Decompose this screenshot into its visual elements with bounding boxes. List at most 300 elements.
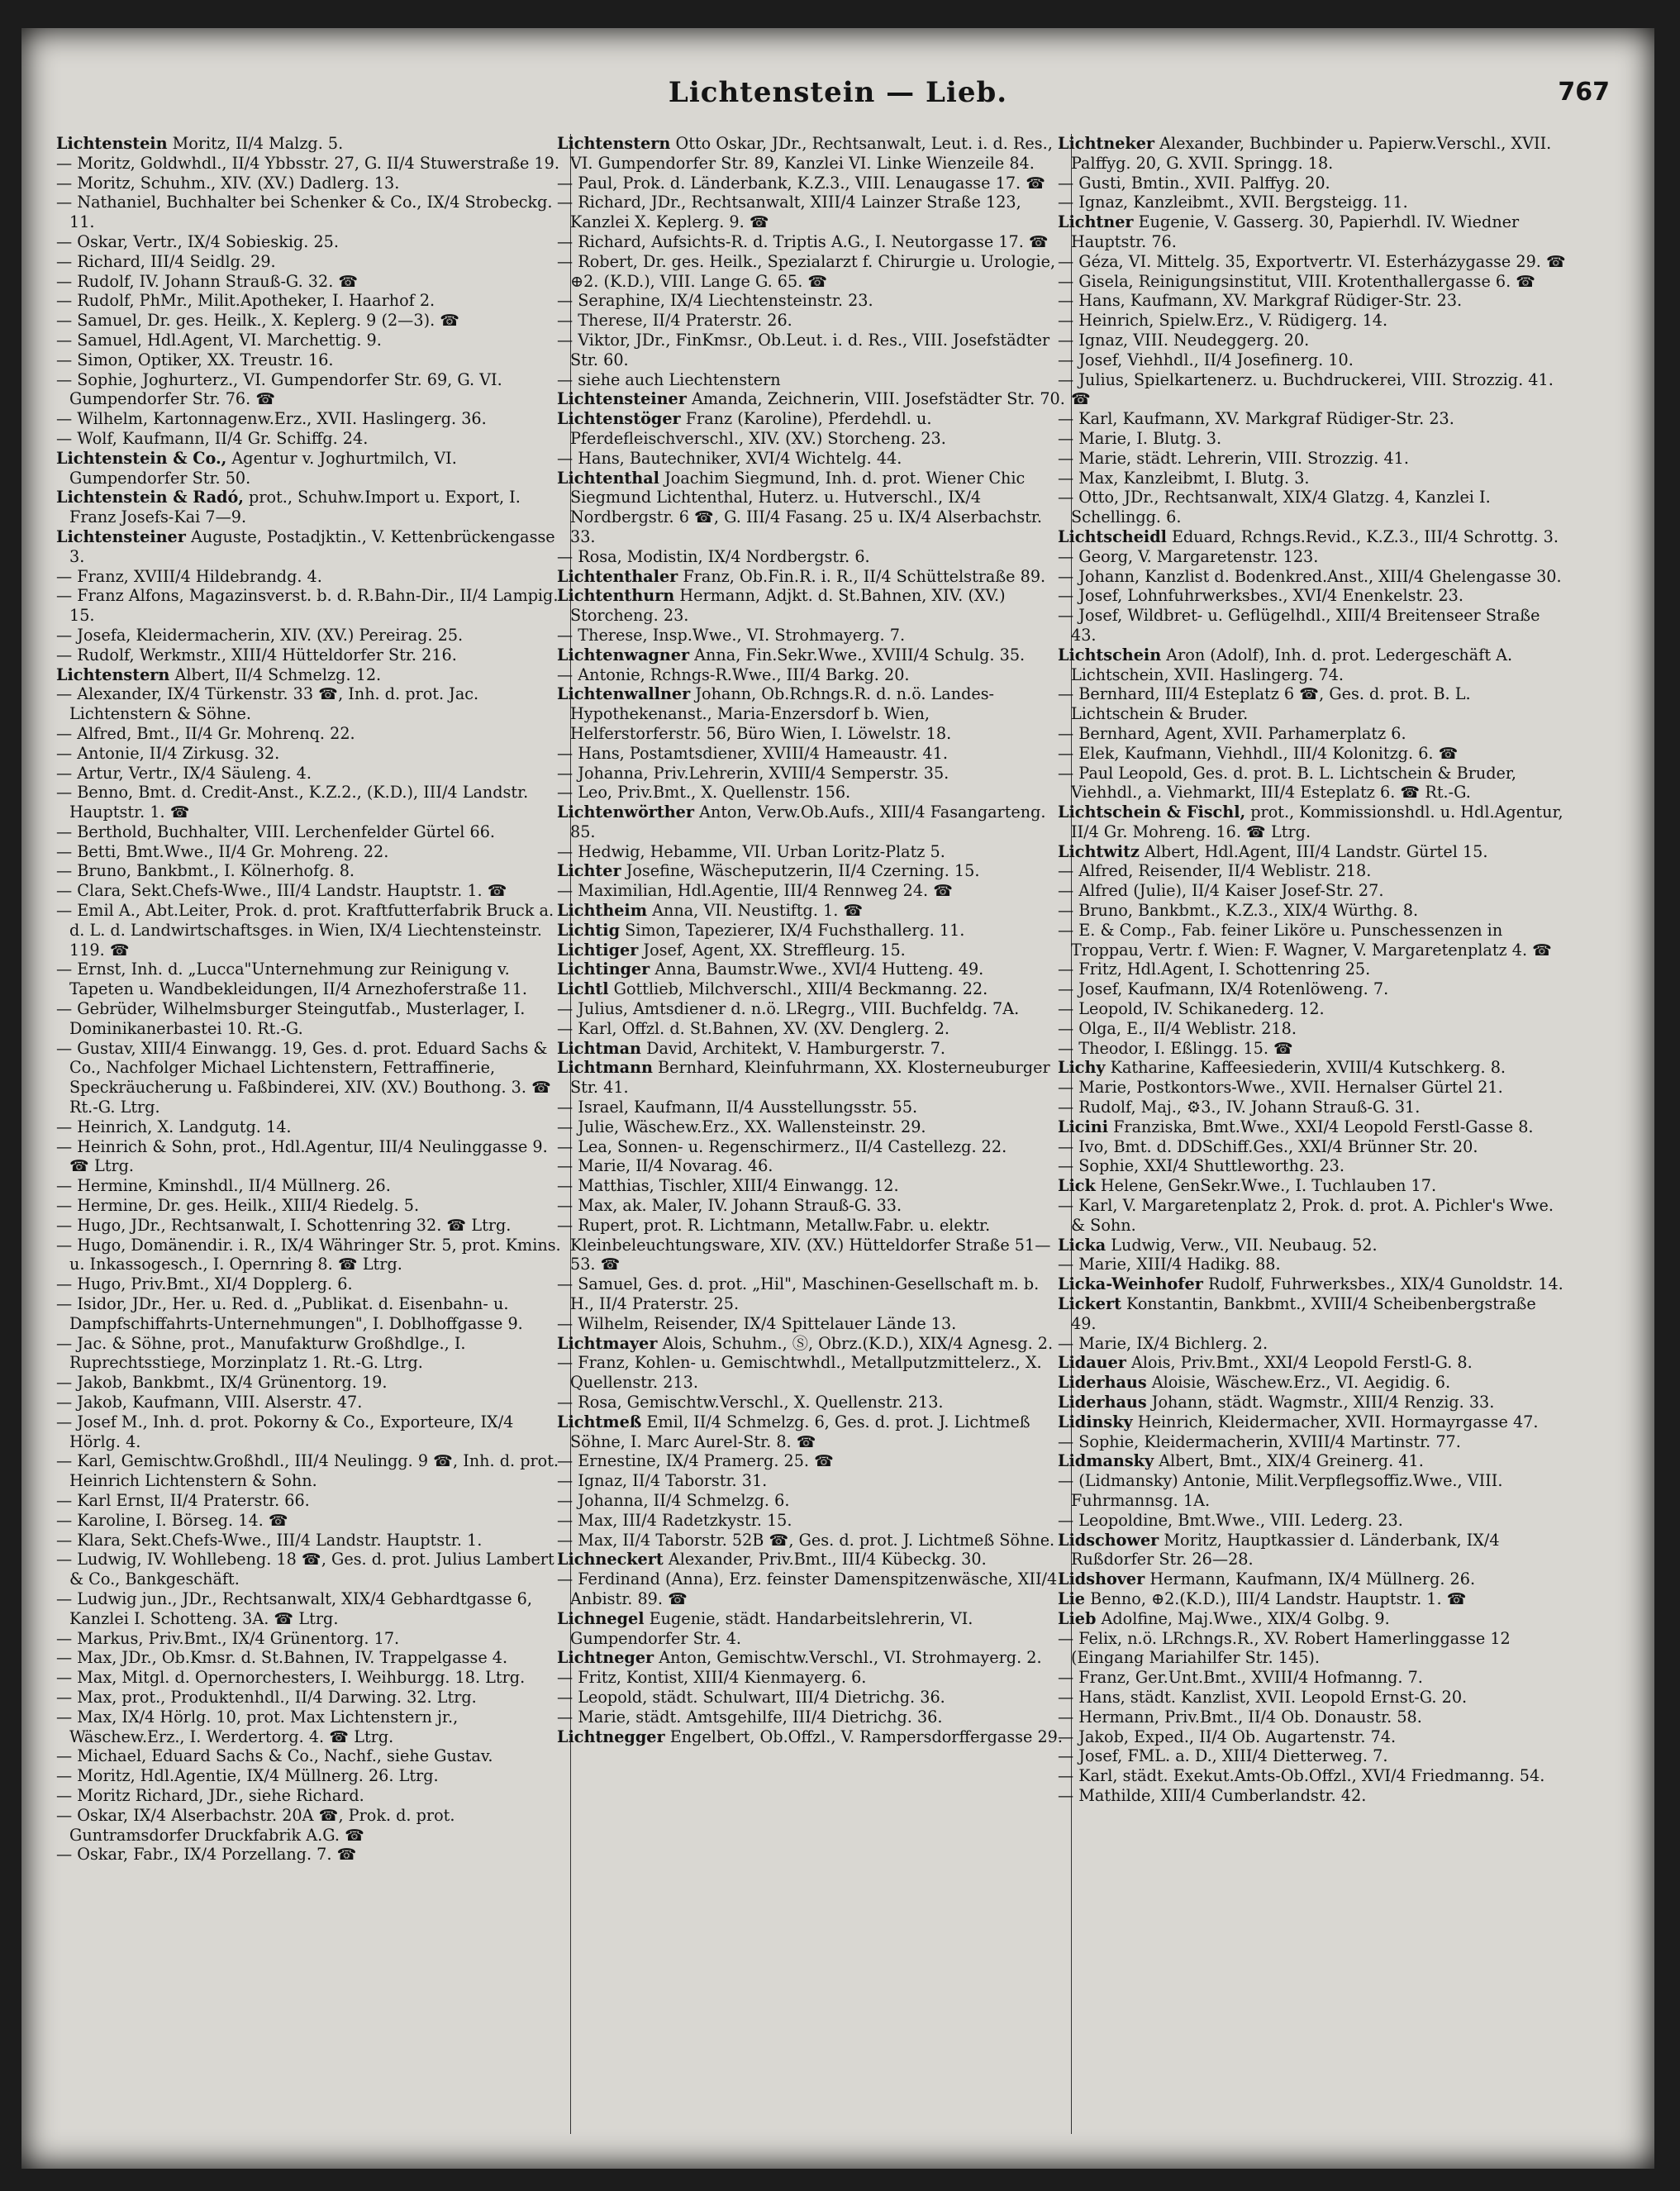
entry-text: — Hermine, Dr. ges. Heilk., XIII/4 Riedelg. 5. <box>56 1196 420 1216</box>
entry-surname: Lichtschein <box>1058 645 1162 664</box>
entry-text: Gottlieb, Milchverschl., XIII/4 Beckmanng. 22. <box>608 979 988 999</box>
directory-entry <box>1058 488 1566 527</box>
entry-surname: Lichtenstein & Radó, <box>56 488 244 507</box>
entry-text: Eduard, Rchngs.Revid., K.Z.3., III/4 Schrottg. 3. <box>1166 526 1559 546</box>
entry-text: — Paul, Prok. d. Länderbank, K.Z.3., VIII. Lenaugasse 17. ☎ <box>557 173 1046 193</box>
directory-entry <box>557 1098 1065 1117</box>
entry-text: — Jakob, Exped., II/4 Ob. Augartenstr. 74. <box>1058 1727 1397 1746</box>
entry-surname: Lichtneker <box>1058 134 1155 153</box>
directory-entry <box>1058 960 1566 979</box>
entry-text: — Moritz, Goldwhdl., II/4 Ybbsstr. 27, G. II/4 Stuwerstraße 19. <box>56 153 559 173</box>
entry-text: Agentur v. Joghurtmilch, VI. Gumpendorfer Str. 50. <box>69 448 457 488</box>
entry-text: — Ludwig jun., JDr., Rechtsanwalt, XIX/4 Gebhardtgasse 6, Kanzlei I. Schotteng. 3A. ☎ Ltrg. <box>56 1588 532 1628</box>
entry-text: Emil, II/4 Schmelzg. 6, Ges. d. prot. J. Lichtmeß Söhne, I. Marc Aurel-Str. 8. ☎ <box>570 1412 1030 1451</box>
entry-text: — Robert, Dr. ges. Heilk., Spezialarzt f. Chirurgie u. Urologie, ⊕2. (K.D.), VIII. Lange G. 65. ☎ <box>557 251 1056 291</box>
entry-text: — Josef M., Inh. d. prot. Pokorny & Co., Exporteure, IX/4 Hörlg. 4. <box>56 1412 514 1451</box>
entry-surname: Lidschower <box>1058 1530 1159 1550</box>
entry-text: — Moritz, Schuhm., XIV. (XV.) Dadlerg. 13. <box>56 173 400 193</box>
entry-text: Moritz, Hauptkassier d. Länderbank, IX/4 Rußdorfer Str. 26—28. <box>1071 1530 1500 1569</box>
entry-text: — Josef, FML. a. D., XIII/4 Dietterweg. 7. <box>1058 1746 1388 1766</box>
entry-text: — Rudolf, IV. Johann Strauß-G. 32. ☎ <box>56 271 359 291</box>
directory-entry <box>56 1039 564 1117</box>
entry-text: Franz, Ob.Fin.R. i. R., II/4 Schüttelstraße 89. <box>678 566 1046 586</box>
entry-text: — Max, II/4 Taborstr. 52B ☎, Ges. d. prot. J. Lichtmeß Söhne. <box>557 1530 1055 1550</box>
entry-text: — Jakob, Bankbmt., IX/4 Grünentorg. 19. <box>56 1373 388 1393</box>
entry-text: — Rudolf, Maj., ⚙3., IV. Johann Strauß-G. 31. <box>1058 1098 1421 1117</box>
directory-entry <box>557 764 1065 784</box>
directory-entry <box>557 1137 1065 1157</box>
directory-entry <box>557 1176 1065 1196</box>
directory-entry <box>1058 764 1566 803</box>
entry-surname: Lichtnegger <box>557 1727 665 1746</box>
entry-surname: Lichtner <box>1058 212 1134 232</box>
directory-entry <box>56 291 564 311</box>
entry-text: — Johanna, II/4 Schmelzg. 6. <box>557 1490 790 1510</box>
entry-text: — Elek, Kaufmann, Viehhdl., III/4 Kolonitzg. 6. ☎ <box>1058 743 1459 763</box>
entry-text: — Hedwig, Hebamme, VII. Urban Loritz-Platz 5. <box>557 841 945 861</box>
column-3 <box>1058 134 1566 1806</box>
entry-surname: Lichtman <box>557 1038 641 1058</box>
entry-text: — Leopold, städt. Schulwart, III/4 Dietrichg. 36. <box>557 1687 945 1707</box>
entry-text: — Gustav, XIII/4 Einwangg. 19, Ges. d. prot. Eduard Sachs & Co., Nachfolger Michael Lichtenstern, Fettraffinerie, Speckräucherung u. Faßbinderei, XIV. (XV.) Bouthong. 3. ☎ Rt.-G. Ltrg. <box>56 1038 551 1117</box>
entry-text: — Richard, Aufsichts-R. d. Triptis A.G., I. Neutorgasse 17. ☎ <box>557 231 1049 251</box>
entry-text: — Franz, Ger.Unt.Bmt., XVIII/4 Hofmanng. 7. <box>1058 1668 1423 1688</box>
directory-entry <box>557 567 1065 587</box>
entry-text: — Felix, n.ö. LRchngs.R., XV. Robert Hamerlinggasse 12 (Eingang Mariahilfer Str. 145). <box>1058 1628 1511 1668</box>
entry-text: — Hermine, Kminshdl., II/4 Müllnerg. 26. <box>56 1176 391 1196</box>
entry-text: — Otto, JDr., Rechtsanwalt, XIX/4 Glatzg. 4, Kanzlei I. Schellingg. 6. <box>1058 488 1491 527</box>
directory-entry <box>1058 527 1566 547</box>
entry-text: Moritz, II/4 Malzg. 5. <box>167 134 344 153</box>
entry-text: — Hermann, Priv.Bmt., II/4 Ob. Donaustr. 58. <box>1058 1707 1422 1727</box>
entry-text: — Max, Mitgl. d. Opernorchesters, I. Weihburgg. 18. Ltrg. <box>56 1668 526 1688</box>
entry-text: — Josef, Viehhdl., II/4 Josefinerg. 10. <box>1058 350 1354 369</box>
directory-entry <box>1058 921 1566 960</box>
entry-text: — Viktor, JDr., FinKmsr., Ob.Leut. i. d. Res., VIII. Josefstädter Str. 60. <box>557 330 1050 369</box>
entry-surname: Lichtenwagner <box>557 645 690 664</box>
entry-text: — Fritz, Hdl.Agent, I. Schottenring 25. <box>1058 960 1371 979</box>
directory-entry <box>557 291 1065 311</box>
directory-entry <box>56 1393 564 1412</box>
entry-surname: Lichtinger <box>557 960 650 979</box>
directory-entry <box>557 1314 1065 1334</box>
directory-entry <box>56 842 564 862</box>
entry-text: — Alfred, Bmt., II/4 Gr. Mohrenq. 22. <box>56 723 355 743</box>
directory-entry <box>557 134 1065 174</box>
directory-entry <box>1058 1255 1566 1274</box>
entry-text: prot., Kommissionshdl. u. Hdl.Agentur, II/4 Gr. Mohreng. 16. ☎ Ltrg. <box>1071 803 1563 841</box>
entry-text: — Rosa, Modistin, IX/4 Nordbergstr. 6. <box>557 546 870 566</box>
entry-text: Simon, Tapezierer, IX/4 Fuchsthallerg. 11. <box>619 920 965 940</box>
directory-entry <box>1058 744 1566 764</box>
entry-text: — Therese, II/4 Praterstr. 26. <box>557 311 792 331</box>
entry-text: — Moritz, Hdl.Agentie, IX/4 Müllnerg. 26. Ltrg. <box>56 1766 439 1786</box>
entry-text: — Josef, Wildbret- u. Geflügelhdl., XIII/4 Breitenseer Straße 43. <box>1058 606 1540 645</box>
directory-entry <box>1058 1274 1566 1294</box>
directory-entry <box>56 1531 564 1550</box>
entry-text: — Ignaz, VIII. Neudeggerg. 20. <box>1058 330 1310 350</box>
entry-text: — Olga, E., II/4 Weblistr. 218. <box>1058 1018 1297 1038</box>
directory-entry <box>56 449 564 488</box>
directory-entry <box>1058 1766 1566 1786</box>
entry-text: — Paul Leopold, Ges. d. prot. B. L. Lichtschein & Bruder, Viehhdl., a. Viehmarkt, III/4 Esteplatz 6. ☎ Rt.-G. <box>1058 763 1517 803</box>
entry-text: — Karl, Gemischtw.Großhdl., III/4 Neulingg. 9 ☎, Inh. d. prot. Heinrich Lichtenstern & Sohn. <box>56 1451 559 1491</box>
directory-entry <box>1058 1196 1566 1236</box>
directory-entry <box>1058 1019 1566 1039</box>
entry-text: — Julie, Wäschew.Erz., XX. Wallensteinstr. 29. <box>557 1117 926 1136</box>
entry-text: — Max, prot., Produktenhdl., II/4 Darwing. 32. Ltrg. <box>56 1687 477 1707</box>
directory-entry <box>56 881 564 901</box>
directory-entry <box>1058 193 1566 212</box>
directory-entry <box>1058 861 1566 881</box>
entry-text: — E. & Comp., Fab. feiner Liköre u. Punschessenzen in Troppau, Vertr. f. Wien: F. Wagner, V. Margaretenplatz 4. ☎ <box>1058 920 1553 960</box>
page-number: 767 <box>1558 78 1610 107</box>
entry-text: — Heinrich & Sohn, prot., Hdl.Agentur, III/4 Neulinggasse 9. ☎ Ltrg. <box>56 1136 548 1176</box>
directory-entry <box>557 1451 1065 1471</box>
entry-text: — Samuel, Ges. d. prot. „Hil", Maschinen-Gesellschaft m. b. H., II/4 Praterstr. 25. <box>557 1274 1040 1314</box>
entry-text: Hermann, Kaufmann, IX/4 Müllnerg. 26. <box>1145 1569 1476 1589</box>
directory-entry <box>56 665 564 685</box>
directory-entry <box>557 232 1065 252</box>
directory-entry <box>1058 1236 1566 1255</box>
entry-surname: Lichter <box>557 861 621 881</box>
entry-text: — Bruno, Bankbmt., I. Kölnerhofg. 8. <box>56 861 355 881</box>
directory-entry <box>56 134 564 154</box>
directory-entry <box>557 1117 1065 1137</box>
directory-entry <box>1058 1688 1566 1708</box>
directory-entry <box>557 783 1065 803</box>
entry-text: Joachim Siegmund, Inh. d. prot. Wiener Chic Siegmund Lichtenthal, Huterz. u. Hutverschl., IX/4 Nordbergstr. 6 ☎, G. III/4 Fasang. 25 u. IX/4 Alserbachstr. 33. <box>570 468 1043 546</box>
directory-entry <box>557 389 1065 409</box>
directory-entry <box>1058 606 1566 645</box>
directory-entry <box>557 1058 1065 1098</box>
entry-text: — Artur, Vertr., IX/4 Säuleng. 4. <box>56 763 312 783</box>
directory-entry <box>557 174 1065 193</box>
directory-entry <box>56 1786 564 1806</box>
entry-text: — Clara, Sekt.Chefs-Wwe., III/4 Landstr. Hauptstr. 1. ☎ <box>56 881 507 901</box>
directory-entry <box>557 1216 1065 1274</box>
directory-entry <box>1058 1569 1566 1589</box>
directory-entry <box>557 1471 1065 1491</box>
entry-surname: Lichtenstein & Co., <box>56 448 227 468</box>
entry-text: — Israel, Kaufmann, II/4 Ausstellungsstr. 55. <box>557 1098 918 1117</box>
entry-text: — Franz Alfons, Magazinsverst. b. d. R.Bahn-Dir., II/4 Lampig. 15. <box>56 586 559 626</box>
directory-entry <box>56 154 564 174</box>
entry-text: — Bernhard, III/4 Esteplatz 6 ☎, Ges. d. prot. B. L. Lichtschein & Bruder. <box>1058 684 1471 724</box>
directory-entry <box>56 1216 564 1236</box>
entry-surname: Lichtensteiner <box>557 389 687 409</box>
entry-text: — Georg, V. Margaretenstr. 123. <box>1058 546 1319 566</box>
entry-text: — Hugo, JDr., Rechtsanwalt, I. Schottenring 32. ☎ Ltrg. <box>56 1215 512 1235</box>
directory-entry <box>56 822 564 842</box>
directory-entry <box>56 645 564 665</box>
directory-entry <box>557 1648 1065 1668</box>
directory-entry <box>557 311 1065 331</box>
entry-text: — Heinrich, Spielw.Erz., V. Rüdigerg. 14. <box>1058 311 1388 331</box>
entry-text: — Rupert, prot. R. Lichtmann, Metallw.Fabr. u. elektr. Kleinbeleuchtungsware, XIV. (XV.) Hütteldorfer Straße 51—53. ☎ <box>557 1215 1051 1274</box>
entry-text: — Leo, Priv.Bmt., X. Quellenstr. 156. <box>557 783 851 803</box>
directory-entry <box>557 1156 1065 1176</box>
directory-entry <box>557 901 1065 921</box>
directory-entry <box>56 272 564 292</box>
directory-entry <box>56 1274 564 1294</box>
entry-text: — Sophie, Joghurterz., VI. Gumpendorfer Str. 69, G. VI. Gumpendorfer Str. 76. ☎ <box>56 369 502 409</box>
entry-text: — Jac. & Söhne, prot., Manufakturw Großhdlge., I. Ruprechtsstiege, Morzinplatz 1. Rt.-G. Ltrg. <box>56 1333 466 1373</box>
directory-entry <box>56 626 564 645</box>
entry-text: — Benno, Bmt. d. Credit-Anst., K.Z.2., (K.D.), III/4 Landstr. Hauptstr. 1. ☎ <box>56 783 529 822</box>
entry-text: — Michael, Eduard Sachs & Co., Nachf., siehe Gustav. <box>56 1746 493 1766</box>
entry-text: — Max, Kanzleibmt, I. Blutg. 3. <box>1058 468 1310 488</box>
directory-entry <box>1058 1373 1566 1393</box>
directory-entry <box>1058 469 1566 488</box>
directory-entry <box>1058 1746 1566 1766</box>
directory-entry <box>1058 1511 1566 1531</box>
entry-text: — Ernestine, IX/4 Pramerg. 25. ☎ <box>557 1451 835 1471</box>
entry-text: — Antonie, Rchngs-R.Wwe., III/4 Barkg. 20. <box>557 664 910 684</box>
entry-text: — Rudolf, Werkmstr., XIII/4 Hütteldorfer Str. 216. <box>56 645 457 664</box>
directory-entry <box>56 764 564 784</box>
directory-entry <box>557 1353 1065 1393</box>
directory-entry <box>557 744 1065 764</box>
directory-entry <box>1058 1137 1566 1157</box>
directory-entry <box>1058 547 1566 567</box>
directory-entry <box>56 331 564 350</box>
entry-surname: Lichtenstein <box>56 134 168 153</box>
directory-entry <box>1058 1334 1566 1354</box>
directory-entry <box>56 488 564 527</box>
entry-surname: Lichtneger <box>557 1648 654 1668</box>
entry-text: — Ignaz, II/4 Taborstr. 31. <box>557 1471 768 1491</box>
entry-text: — Theodor, I. Eßlingg. 15. ☎ <box>1058 1038 1293 1058</box>
entry-text: — Samuel, Dr. ges. Heilk., X. Keplerg. 9 (2—3). ☎ <box>56 311 460 331</box>
entry-text: — Gisela, Reinigungsinstitut, VIII. Krotenthallergasse 6. ☎ <box>1058 271 1536 291</box>
directory-entry <box>56 252 564 272</box>
entry-text: — Johann, Kanzlist d. Bodenkred.Anst., XIII/4 Ghelengasse 30. <box>1058 566 1562 586</box>
directory-entry <box>56 1412 564 1452</box>
entry-text: Engelbert, Ob.Offzl., V. Rampersdorffergasse 29. <box>664 1727 1063 1746</box>
directory-entry <box>56 960 564 999</box>
directory-entry <box>557 1550 1065 1569</box>
entry-text: — Ivo, Bmt. d. DDSchiff.Ges., XXI/4 Brünner Str. 20. <box>1058 1136 1478 1156</box>
entry-surname: Lichy <box>1058 1058 1106 1078</box>
entry-text: — Marie, städt. Amtsgehilfe, III/4 Dietrichg. 36. <box>557 1707 943 1727</box>
entry-surname: Lickert <box>1058 1294 1121 1314</box>
directory-entry <box>557 1708 1065 1727</box>
entry-surname: Lichtscheidl <box>1058 526 1167 546</box>
directory-entry <box>56 901 564 960</box>
entry-text: — Hans, Bautechniker, XVI/4 Wichtelg. 44. <box>557 448 902 468</box>
directory-entry <box>56 350 564 370</box>
directory-entry <box>56 1648 564 1668</box>
directory-entry <box>1058 272 1566 292</box>
entry-text: — Rosa, Gemischtw.Verschl., X. Quellenstr. 213. <box>557 1393 944 1412</box>
directory-entry <box>56 1688 564 1708</box>
directory-entry <box>557 803 1065 842</box>
directory-entry <box>557 842 1065 862</box>
directory-entry <box>1058 1531 1566 1570</box>
entry-surname: Lidinsky <box>1058 1412 1133 1431</box>
directory-entry <box>1058 1412 1566 1432</box>
directory-entry <box>56 1511 564 1531</box>
entry-text: — Max, ak. Maler, IV. Johann Strauß-G. 33. <box>557 1196 902 1216</box>
directory-entry <box>1058 1353 1566 1373</box>
directory-entry <box>557 645 1065 665</box>
entry-text: — Sophie, Kleidermacherin, XVIII/4 Martinstr. 77. <box>1058 1431 1461 1451</box>
directory-entry <box>56 193 564 232</box>
entry-text: — Berthold, Buchhalter, VIII. Lerchenfelder Gürtel 66. <box>56 822 496 841</box>
directory-entry <box>557 921 1065 941</box>
entry-surname: Lie <box>1058 1588 1085 1608</box>
directory-entry <box>1058 1471 1566 1511</box>
directory-entry <box>56 1629 564 1649</box>
directory-entry <box>557 331 1065 370</box>
entry-surname: Lichtenwörther <box>557 803 694 822</box>
entry-text: — Seraphine, IX/4 Liechtensteinstr. 23. <box>557 291 873 311</box>
entry-text: — Franz, XVIII/4 Hildebrandg. 4. <box>56 566 322 586</box>
directory-entry <box>557 1688 1065 1708</box>
entry-surname: Lichtschein & Fischl, <box>1058 803 1246 822</box>
directory-entry <box>56 1117 564 1137</box>
entry-text: — Marie, Postkontors-Wwe., XVII. Hernalser Gürtel 21. <box>1058 1078 1503 1098</box>
directory-entry <box>557 409 1065 449</box>
entry-surname: Liderhaus <box>1058 1373 1147 1393</box>
entry-text: — Richard, JDr., Rechtsanwalt, XIII/4 Lainzer Straße 123, Kanzlei X. Keplerg. 9. ☎ <box>557 193 1021 232</box>
directory-entry <box>56 861 564 881</box>
directory-entry <box>1058 291 1566 311</box>
entry-text: — Simon, Optiker, XX. Treustr. 16. <box>56 350 334 369</box>
directory-entry <box>1058 1451 1566 1471</box>
entry-text: Anna, Baumstr.Wwe., XVI/4 Hutteng. 49. <box>650 960 984 979</box>
directory-entry <box>56 1708 564 1747</box>
entry-text: Alois, Priv.Bmt., XXI/4 Leopold Ferstl-G. 8. <box>1126 1353 1473 1373</box>
entry-surname: Lichtenwallner <box>557 684 691 704</box>
directory-entry <box>56 174 564 193</box>
entry-text: — Marie, IX/4 Bichlerg. 2. <box>1058 1333 1268 1353</box>
entry-surname: Lick <box>1058 1176 1096 1196</box>
entry-text: — Mathilde, XIII/4 Cumberlandstr. 42. <box>1058 1785 1367 1805</box>
entry-text: Aloisie, Wäschew.Erz., VI. Aegidig. 6. <box>1146 1373 1451 1393</box>
entry-text: Adolfine, Maj.Wwe., XIX/4 Golbg. 9. <box>1096 1608 1390 1628</box>
entry-text: Benno, ⊕2.(K.D.), III/4 Landstr. Hauptstr. 1. ☎ <box>1085 1588 1467 1608</box>
entry-text: Josef, Agent, XX. Streffleurg. 15. <box>638 940 906 960</box>
directory-entry <box>1058 999 1566 1019</box>
entry-surname: Lichtig <box>557 920 620 940</box>
entry-text: — Wilhelm, Kartonnagenw.Erz., XVII. Haslingerg. 36. <box>56 409 487 429</box>
directory-entry <box>56 1236 564 1275</box>
entry-text: — Karl, V. Margaretenplatz 2, Prok. d. prot. A. Pichler's Wwe. & Sohn. <box>1058 1196 1554 1235</box>
directory-entry <box>1058 331 1566 350</box>
directory-entry <box>1058 409 1566 429</box>
directory-entry <box>557 469 1065 547</box>
entry-text: — Marie, XIII/4 Hadikg. 88. <box>1058 1255 1281 1274</box>
directory-entry <box>56 999 564 1039</box>
entry-text: — Hans, städt. Kanzlist, XVII. Leopold Ernst-G. 20. <box>1058 1687 1468 1707</box>
entry-text: — Karl, Offzl. d. St.Bahnen, XV. (XV. Denglerg. 2. <box>557 1018 950 1038</box>
entry-surname: Lichtensteiner <box>56 526 186 546</box>
entry-text: — Karoline, I. Börseg. 14. ☎ <box>56 1510 288 1530</box>
entry-text: Albert, II/4 Schmelzg. 12. <box>169 664 382 684</box>
entry-surname: Lichtenthal <box>557 468 659 488</box>
entry-text: — Samuel, Hdl.Agent, VI. Marchettig. 9. <box>56 330 382 350</box>
directory-entry <box>56 567 564 587</box>
entry-text: — Klara, Sekt.Chefs-Wwe., III/4 Landstr. Hauptstr. 1. <box>56 1530 483 1550</box>
directory-entry <box>557 547 1065 567</box>
directory-entry <box>56 1176 564 1196</box>
directory-entry <box>56 724 564 744</box>
entry-text: — Wolf, Kaufmann, II/4 Gr. Schiffg. 24. <box>56 428 369 448</box>
entry-surname: Lichtmeß <box>557 1412 642 1431</box>
directory-entry <box>1058 586 1566 606</box>
entry-surname: Lidauer <box>1058 1353 1126 1373</box>
directory-entry <box>56 586 564 626</box>
entry-text: — Josef, Kaufmann, IX/4 Rotenlöweng. 7. <box>1058 979 1389 999</box>
directory-page <box>21 28 1654 2169</box>
column-1 <box>56 134 564 1865</box>
entry-text: Heinrich, Kleidermacher, XVII. Hormayrgasse 47. <box>1132 1412 1539 1431</box>
entry-text: — Hugo, Domänendir. i. R., IX/4 Währinger Str. 5, prot. Kmins. u. Inkassogesch., I. Opernring 8. ☎ Ltrg. <box>56 1235 561 1274</box>
directory-entry <box>557 1393 1065 1412</box>
directory-entry <box>1058 1668 1566 1688</box>
entry-text: — Hugo, Priv.Bmt., XI/4 Dopplerg. 6. <box>56 1274 353 1294</box>
directory-entry <box>557 370 1065 390</box>
entry-text: — Gebrüder, Wilhelmsburger Steingutfab., Musterlager, I. Dominikanerbastei 10. Rt.-G. <box>56 999 526 1038</box>
entry-text: — Markus, Priv.Bmt., IX/4 Grünentorg. 17. <box>56 1628 400 1648</box>
directory-entry <box>557 1334 1065 1354</box>
entry-text: — Karl, Kaufmann, XV. Markgraf Rüdiger-Str. 23. <box>1058 409 1454 429</box>
entry-surname: Lichtl <box>557 979 609 999</box>
directory-entry <box>1058 1078 1566 1098</box>
entry-text: Eugenie, städt. Handarbeitslehrerin, VI. Gumpendorfer Str. 4. <box>570 1608 973 1648</box>
directory-entry <box>557 1039 1065 1059</box>
directory-entry <box>557 999 1065 1019</box>
entry-text: — siehe auch Liechtenstern <box>557 369 781 389</box>
directory-entry <box>557 979 1065 999</box>
entry-text: — Ignaz, Kanzleibmt., XVII. Bergsteigg. 11. <box>1058 193 1408 212</box>
directory-entry <box>56 1451 564 1491</box>
entry-surname: Lichtwitz <box>1058 841 1140 861</box>
entry-text: David, Architekt, V. Hamburgerstr. 7. <box>640 1038 946 1058</box>
directory-entry <box>557 684 1065 743</box>
entry-text: — Marie, II/4 Novarag. 46. <box>557 1156 773 1176</box>
directory-entry <box>1058 449 1566 469</box>
entry-text: Anton, Verw.Ob.Aufs., XIII/4 Fasangarteng. 85. <box>570 803 1046 841</box>
directory-entry <box>56 370 564 410</box>
directory-entry <box>56 1766 564 1786</box>
entry-text: Anna, Fin.Sekr.Wwe., XVIII/4 Schulg. 35. <box>689 645 1026 664</box>
entry-text: — Max, JDr., Ob.Kmsr. d. St.Bahnen, IV. Trappelgasse 4. <box>56 1648 508 1668</box>
entry-text: Helene, GenSekr.Wwe., I. Tuchlauben 17. <box>1095 1176 1437 1196</box>
entry-text: prot., Schuhw.Import u. Export, I. Franz Josefs-Kai 7—9. <box>69 488 521 527</box>
directory-entry <box>56 1196 564 1216</box>
entry-surname: Lichnegel <box>557 1608 645 1628</box>
directory-entry <box>1058 212 1566 252</box>
entry-text: — Hans, Postamtsdiener, XVIII/4 Hameaustr. 41. <box>557 743 948 763</box>
directory-entry <box>56 1294 564 1334</box>
directory-entry <box>557 1727 1065 1747</box>
directory-entry <box>557 1668 1065 1688</box>
directory-entry <box>1058 1708 1566 1727</box>
directory-entry <box>56 1373 564 1393</box>
entry-text: Johann, städt. Wagmstr., XIII/4 Renzig. 33. <box>1146 1393 1495 1412</box>
directory-entry <box>1058 370 1566 410</box>
directory-entry <box>56 783 564 822</box>
directory-entry <box>56 1550 564 1589</box>
entry-text: — Maximilian, Hdl.Agentie, III/4 Rennweg 24. ☎ <box>557 881 954 901</box>
directory-entry <box>56 409 564 429</box>
entry-surname: Liderhaus <box>1058 1393 1147 1412</box>
entry-text: — Oskar, IX/4 Alserbachstr. 20A ☎, Prok. d. prot. Guntramsdorfer Druckfabrik A.G. ☎ <box>56 1805 455 1845</box>
entry-text: — Oskar, Fabr., IX/4 Porzellang. 7. ☎ <box>56 1845 357 1865</box>
